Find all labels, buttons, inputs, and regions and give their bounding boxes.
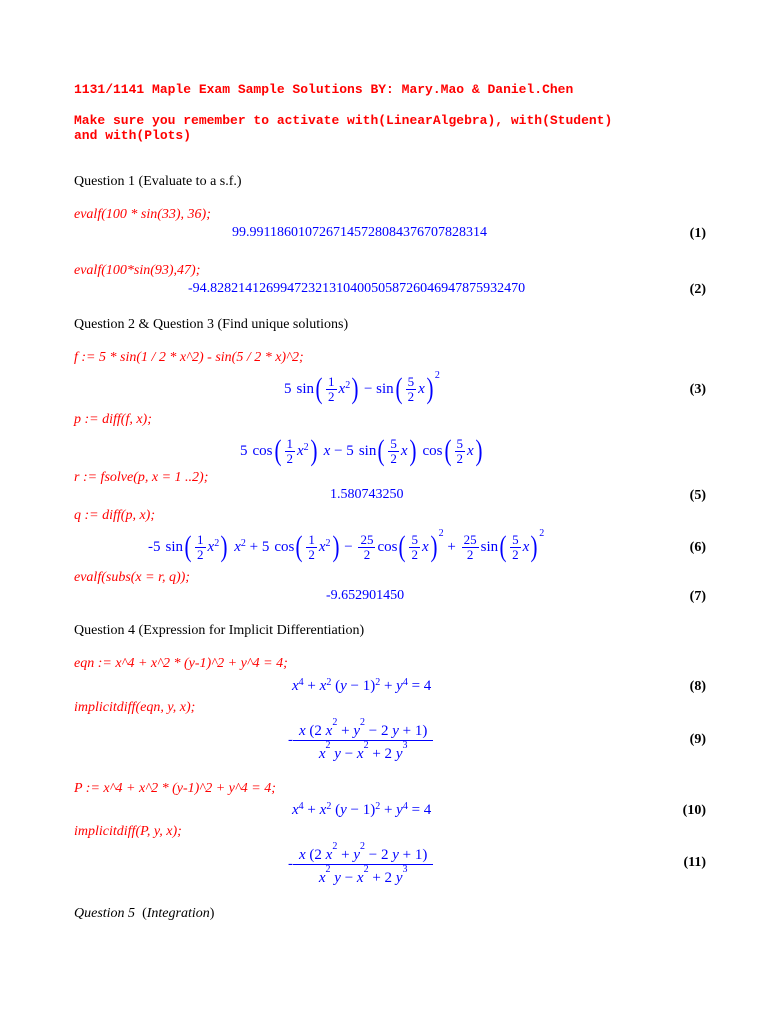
- question-2-3-heading: Question 2 & Question 3 (Find unique solutions): [74, 317, 349, 332]
- command-fsolve[interactable]: r := fsolve(p, x = 1 ..2);: [74, 470, 209, 485]
- equation-label-11: (11): [683, 855, 706, 870]
- equation-label-2: (2): [689, 282, 706, 297]
- command-implicitdiff-1[interactable]: implicitdiff(eqn, y, x);: [74, 700, 196, 715]
- equation-label-7: (7): [689, 589, 706, 604]
- equation-label-9: (9): [689, 732, 706, 747]
- output-r-value: 1.580743250: [330, 487, 404, 502]
- question-4-heading: Question 4 (Expression for Implicit Differentiation): [74, 623, 365, 638]
- output-P-expression: x $^4$ + x $^2$ ( y − 1) $^2$ + y $^4$ = 4: [292, 800, 432, 818]
- question-5-heading: Question 5 (Integration): [74, 906, 215, 921]
- command-define-P[interactable]: P := x^4 + x^2 * (y-1)^2 + y^4 = 4;: [74, 781, 276, 796]
- output-eval-value: -9.652901450: [326, 588, 405, 603]
- question-5-topic: Integration: [146, 906, 210, 921]
- question-5-word: Question 5: [74, 906, 136, 921]
- equation-label-8: (8): [689, 679, 706, 694]
- command-define-p[interactable]: p := diff(f, x);: [74, 412, 152, 427]
- document-title: 1131/1141 Maple Exam Sample Solutions BY: Mary.Mao & Daniel.Chen: [74, 82, 574, 97]
- output-implicitdiff-2: - $\frac{x (2 x^2 + y^2 - 2 y + 1)}{x^2 y - x^2 + 2 y^3}$: [288, 842, 433, 886]
- equation-label-6: (6): [689, 540, 706, 555]
- equation-label-5: (5): [689, 488, 706, 503]
- activation-note-line2: and with(Plots): [74, 128, 192, 143]
- question-1-heading: Question 1 (Evaluate to a s.f.): [74, 174, 242, 189]
- command-implicitdiff-2[interactable]: implicitdiff(P, y, x);: [74, 824, 182, 839]
- command-define-f[interactable]: f := 5 * sin(1 / 2 * x^2) - sin(5 / 2 * x)^2;: [74, 350, 304, 365]
- output-q-expression: -5 sin ( $\frac{1}{2}$ x $^2$ ) x $^2$ + 5 cos ( $\frac{1}{2}$ x $^2$ ) − $\frac{25}{2}$ cos ( $\frac{5}{2}$ x ) $^2$ + $\frac{25}{2}$ sin ( $\frac{5}{2}$ x ) $^2$: [148, 527, 545, 563]
- equation-label-3: (3): [689, 382, 706, 397]
- command-evalf-subs[interactable]: evalf(subs(x = r, q));: [74, 570, 190, 585]
- activation-note-line1: Make sure you remember to activate with(LinearAlgebra), with(Student): [74, 113, 613, 128]
- command-define-q[interactable]: q := diff(p, x);: [74, 508, 155, 523]
- equation-label-1: (1): [689, 226, 706, 241]
- output-implicitdiff-1: - $\frac{x (2 x^2 + y^2 - 2 y + 1)}{x^2 y - x^2 + 2 y^3}$: [288, 718, 433, 762]
- output-2: -94.828214126994723213104005058726046947875932470: [188, 281, 526, 296]
- command-evalf-1[interactable]: evalf(100 * sin(33), 36);: [74, 207, 211, 222]
- output-1: 99.9911860107267145728084376707828314: [232, 225, 487, 240]
- output-p-expression: 5 cos ( $\frac{1}{2}$ x $^2$ ) x − 5 sin ( $\frac{5}{2}$ x ) cos ( $\frac{5}{2}$ x ): [240, 434, 483, 467]
- output-eqn-expression: x $^4$ + x $^2$ ( y − 1) $^2$ + y $^4$ = 4: [292, 676, 432, 694]
- command-define-eqn[interactable]: eqn := x^4 + x^2 * (y-1)^2 + y^4 = 4;: [74, 656, 288, 671]
- output-f-expression: 5 sin ( $\frac{1}{2}$ x $^2$ ) − sin ( $\frac{5}{2}$ x ) $^2$: [284, 369, 440, 405]
- equation-label-10: (10): [682, 803, 706, 818]
- command-evalf-2[interactable]: evalf(100*sin(93),47);: [74, 263, 201, 278]
